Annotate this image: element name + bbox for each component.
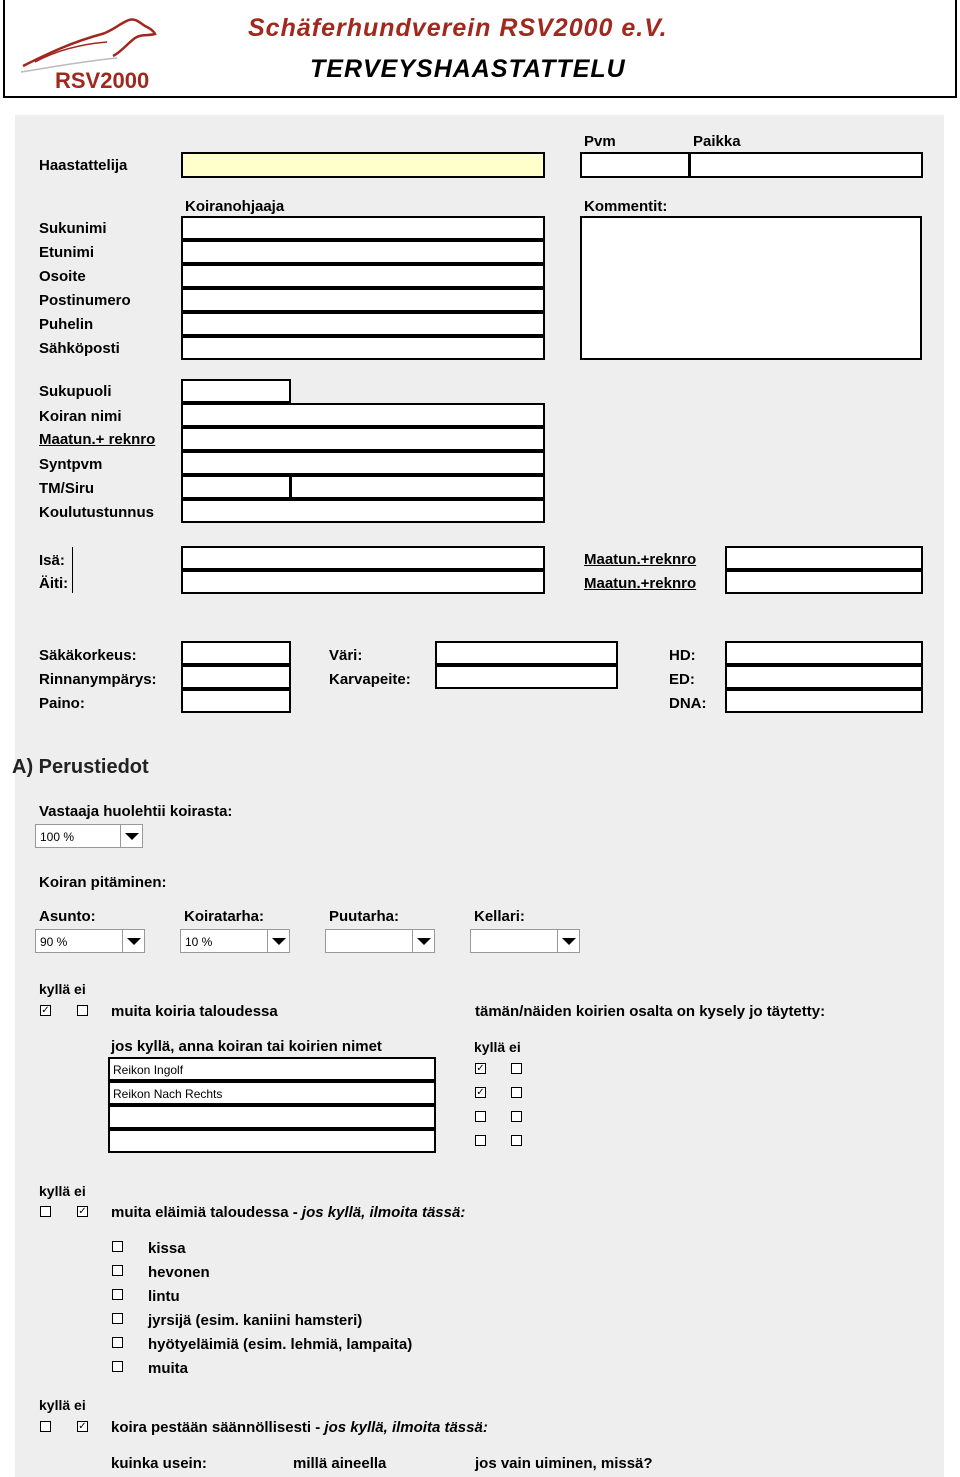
kylla-ei-header-2: kyllä ei [474, 1039, 521, 1055]
paikka-label: Paikka [693, 133, 741, 150]
sukupuoli-field[interactable] [181, 379, 291, 403]
etunimi-label: Etunimi [39, 244, 94, 261]
kissa-label: kissa [148, 1240, 186, 1257]
maatun-reknro-label: Maatun.+ reknro [39, 431, 156, 448]
paino-field[interactable] [181, 689, 291, 713]
pesta-label: koira pestään säännöllisesti - jos kyllä, ilmoita tässä: [111, 1419, 488, 1436]
kommentit-label: Kommentit: [584, 198, 668, 215]
dog-name-field-1[interactable]: Reikon Ingolf [108, 1057, 436, 1081]
pitaminen-label: Koiran pitäminen: [39, 874, 167, 891]
aiti-field[interactable] [181, 570, 545, 594]
jos-kylla-nimet-label: jos kyllä, anna koiran tai koirien nimet [111, 1038, 382, 1055]
koiratarha-value: 10 % [185, 935, 213, 949]
haastattelija-field[interactable] [181, 152, 545, 178]
dog-3-done-no-checkbox[interactable] [511, 1111, 522, 1122]
dog-name-field-3[interactable] [108, 1105, 436, 1129]
chevron-down-icon[interactable] [557, 930, 579, 952]
dog-2-done-yes-checkbox[interactable]: ✓ [476, 1087, 485, 1098]
sakakorkeus-label: Säkäkorkeus: [39, 647, 137, 664]
chevron-down-icon[interactable] [267, 930, 289, 952]
puhelin-label: Puhelin [39, 316, 94, 333]
vastaaja-dropdown[interactable] [35, 824, 143, 848]
dog-2-done-no-checkbox[interactable] [511, 1087, 522, 1098]
ed-label: ED: [669, 671, 695, 688]
syntpvm-field[interactable] [181, 451, 545, 475]
tm-siru-field-2[interactable] [290, 475, 545, 499]
hyotyelaimia-label: hyötyeläimiä (esim. lehmiä, lampaita) [148, 1336, 413, 1353]
haastattelija-label: Haastattelija [39, 157, 128, 174]
dog-name-field-4[interactable] [108, 1129, 436, 1153]
kylla-ei-header: kyllä ei [39, 981, 86, 997]
jyrsija-label: jyrsijä (esim. kaniini hamsteri) [148, 1312, 363, 1329]
vastaaja-value: 100 % [40, 830, 75, 844]
rinnanymparys-label: Rinnanympärys: [39, 671, 157, 688]
sukunimi-label: Sukunimi [39, 220, 107, 237]
muita-animals-label: muita [148, 1360, 189, 1377]
dog-1-done-no-checkbox[interactable] [511, 1063, 522, 1074]
lintu-checkbox[interactable] [112, 1289, 123, 1300]
koiran-nimi-field[interactable] [181, 403, 545, 427]
milla-aineella-label: millä aineella [293, 1455, 387, 1472]
dna-label: DNA: [669, 695, 707, 712]
sahkoposti-field[interactable] [181, 336, 545, 360]
dog-3-done-yes-checkbox[interactable] [475, 1111, 486, 1122]
text-cursor [72, 547, 73, 593]
jos-uiminen-label: jos vain uiminen, missä? [475, 1455, 653, 1472]
jyrsija-checkbox[interactable] [112, 1313, 123, 1324]
muita-koiria-yes-checkbox[interactable]: ✓ [41, 1005, 50, 1016]
pvm-label: Pvm [584, 133, 616, 150]
etunimi-field[interactable] [181, 240, 545, 264]
document-title: TERVEYSHAASTATTELU [310, 55, 626, 83]
syntpvm-label: Syntpvm [39, 456, 103, 473]
koiranohjaaja-heading: Koiranohjaaja [185, 198, 285, 215]
muita-elaimia-label: muita eläimiä taloudessa - jos kyllä, ilmoita tässä: [111, 1204, 466, 1221]
dog-name-field-2[interactable]: Reikon Nach Rechts [108, 1081, 436, 1105]
dog-1-done-yes-checkbox[interactable]: ✓ [476, 1063, 485, 1074]
dog-4-done-no-checkbox[interactable] [511, 1135, 522, 1146]
dna-field[interactable] [725, 689, 923, 713]
vastaaja-label: Vastaaja huolehtii koirasta: [39, 803, 233, 820]
hevonen-label: hevonen [148, 1264, 210, 1281]
chevron-down-icon[interactable] [120, 825, 142, 847]
koiratarha-label: Koiratarha: [184, 908, 265, 925]
kellari-dropdown[interactable] [470, 929, 580, 953]
aiti-reknro-field[interactable] [725, 570, 923, 594]
muita-elaimia-yes-checkbox[interactable] [40, 1206, 51, 1217]
lintu-label: lintu [148, 1288, 180, 1305]
asunto-value: 90 % [40, 935, 68, 949]
sukunimi-field[interactable] [181, 216, 545, 240]
sukupuoli-label: Sukupuoli [39, 383, 112, 400]
pvm-field[interactable] [580, 152, 690, 178]
kysely-taytetty-label: tämän/näiden koirien osalta on kysely jo täytetty: [475, 1003, 826, 1020]
organization-name: Schäferhundverein RSV2000 e.V. [248, 14, 668, 42]
pesta-yes-checkbox[interactable] [40, 1421, 51, 1432]
tm-siru-field-1[interactable] [181, 475, 291, 499]
kissa-checkbox[interactable] [112, 1241, 123, 1252]
hd-label: HD: [669, 647, 696, 664]
chevron-down-icon[interactable] [412, 930, 434, 952]
osoite-label: Osoite [39, 268, 86, 285]
chevron-down-icon[interactable] [122, 930, 144, 952]
hd-field[interactable] [725, 641, 923, 665]
isa-reknro-label: Maatun.+reknro [584, 551, 697, 568]
section-a-title: A) Perustiedot [12, 756, 149, 778]
asunto-label: Asunto: [39, 908, 96, 925]
sahkoposti-label: Sähköposti [39, 340, 120, 357]
svg-text:RSV2000: RSV2000 [55, 68, 150, 92]
vari-label: Väri: [329, 647, 363, 664]
reknro-field[interactable] [181, 427, 545, 451]
kuinka-usein-label: kuinka usein: [111, 1455, 207, 1472]
muita-animals-checkbox[interactable] [112, 1361, 123, 1372]
muita-koiria-no-checkbox[interactable] [77, 1005, 88, 1016]
tm-siru-label: TM/Siru [39, 480, 94, 497]
kommentit-field[interactable] [580, 216, 922, 360]
osoite-field[interactable] [181, 264, 545, 288]
ed-field[interactable] [725, 665, 923, 689]
puutarha-dropdown[interactable] [325, 929, 435, 953]
puhelin-field[interactable] [181, 312, 545, 336]
rsv2000-logo [17, 14, 162, 92]
hyotyelaimia-checkbox[interactable] [112, 1337, 123, 1348]
isa-label: Isä: [39, 552, 65, 569]
koulutustunnus-field[interactable] [181, 499, 545, 523]
pesta-no-checkbox[interactable]: ✓ [78, 1421, 87, 1432]
kylla-ei-header-4: kyllä ei [39, 1397, 86, 1413]
isa-reknro-field[interactable] [725, 546, 923, 570]
aiti-label: Äiti: [39, 575, 69, 592]
koiran-nimi-label: Koiran nimi [39, 408, 122, 425]
aiti-reknro-label: Maatun.+reknro [584, 575, 697, 592]
karvapeite-field[interactable] [435, 665, 618, 689]
isa-field[interactable] [181, 546, 545, 570]
muita-koiria-label: muita koiria taloudessa [111, 1003, 278, 1020]
muita-elaimia-no-checkbox[interactable]: ✓ [78, 1206, 87, 1217]
koiratarha-dropdown[interactable] [180, 929, 290, 953]
postinumero-field[interactable] [181, 288, 545, 312]
kellari-label: Kellari: [474, 908, 525, 925]
sakakorkeus-field[interactable] [181, 641, 291, 665]
paikka-field[interactable] [689, 152, 923, 178]
puutarha-label: Puutarha: [329, 908, 400, 925]
paino-label: Paino: [39, 695, 85, 712]
vari-field[interactable] [435, 641, 618, 665]
kylla-ei-header-3: kyllä ei [39, 1183, 86, 1199]
koulutustunnus-label: Koulutustunnus [39, 504, 154, 521]
hevonen-checkbox[interactable] [112, 1265, 123, 1276]
asunto-dropdown[interactable] [35, 929, 145, 953]
karvapeite-label: Karvapeite: [329, 671, 411, 688]
postinumero-label: Postinumero [39, 292, 131, 309]
rinnanymparys-field[interactable] [181, 665, 291, 689]
dog-4-done-yes-checkbox[interactable] [475, 1135, 486, 1146]
